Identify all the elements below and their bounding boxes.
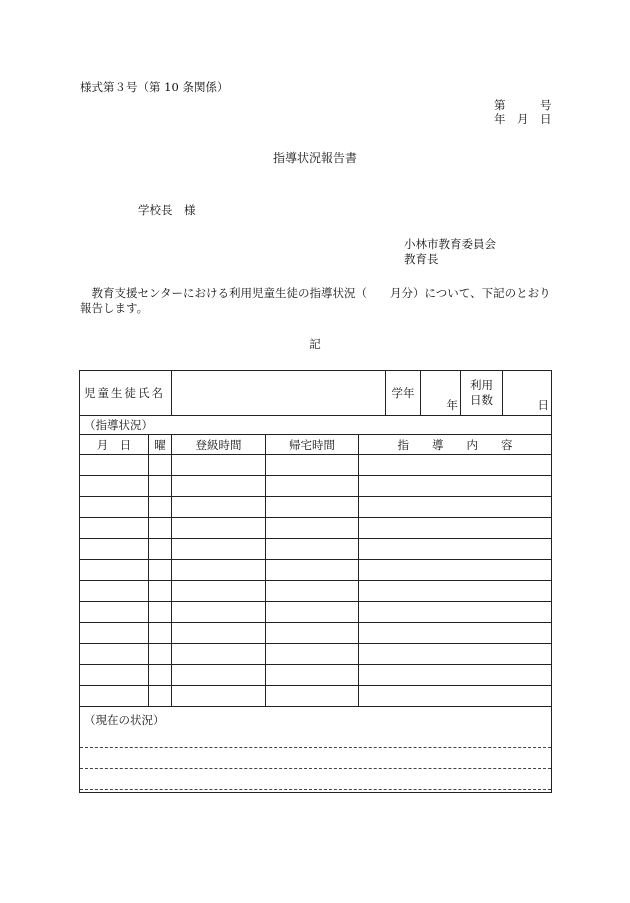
departure-cell[interactable] — [266, 560, 359, 581]
table-row — [80, 518, 552, 539]
arrival-cell[interactable] — [172, 644, 266, 665]
guidance-report-table — [79, 370, 552, 793]
date-cell[interactable] — [80, 560, 149, 581]
date-cell[interactable] — [80, 581, 149, 602]
present-status-box — [80, 707, 552, 793]
content-cell[interactable] — [359, 623, 552, 644]
date-cell[interactable] — [80, 518, 149, 539]
arrival-cell[interactable] — [172, 518, 266, 539]
col-header-weekday: 曜 — [149, 435, 172, 455]
table-row — [80, 581, 552, 602]
content-cell[interactable] — [359, 644, 552, 665]
departure-cell[interactable] — [266, 497, 359, 518]
content-cell[interactable] — [359, 539, 552, 560]
student-name-field[interactable] — [172, 371, 386, 416]
departure-cell[interactable] — [266, 602, 359, 623]
days-label-line2: 日数 — [470, 393, 494, 407]
departure-cell[interactable] — [266, 665, 359, 686]
arrival-cell[interactable] — [172, 686, 266, 707]
days-unit: 日 — [537, 398, 550, 412]
weekday-cell[interactable] — [149, 623, 172, 644]
departure-cell[interactable] — [266, 644, 359, 665]
arrival-cell[interactable] — [172, 497, 266, 518]
document-number: 第 号 — [494, 98, 552, 112]
table-row — [80, 686, 552, 707]
sender-role: 教育長 — [404, 252, 439, 266]
date-cell[interactable] — [80, 539, 149, 560]
arrival-cell[interactable] — [172, 539, 266, 560]
column-header-row — [80, 435, 552, 455]
content-cell[interactable] — [359, 560, 552, 581]
table-row — [80, 644, 552, 665]
grade-label: 学年 — [386, 371, 421, 416]
days-label-line1: 利用 — [470, 378, 494, 392]
departure-cell[interactable] — [266, 623, 359, 644]
date-cell[interactable] — [80, 497, 149, 518]
form-number: 様式第３号（第 10 条関係） — [80, 80, 229, 94]
table-row — [80, 476, 552, 497]
content-cell[interactable] — [359, 518, 552, 539]
date-cell[interactable] — [80, 623, 149, 644]
date-cell[interactable] — [80, 476, 149, 497]
departure-cell[interactable] — [266, 581, 359, 602]
arrival-cell[interactable] — [172, 665, 266, 686]
days-field[interactable] — [503, 371, 552, 416]
weekday-cell[interactable] — [149, 602, 172, 623]
arrival-cell[interactable] — [172, 581, 266, 602]
present-status-label: （現在の状況） — [84, 713, 165, 727]
present-status-line[interactable] — [80, 748, 551, 769]
document-date: 年 月 日 — [494, 112, 552, 126]
table-row — [80, 623, 552, 644]
present-status-row — [80, 707, 552, 793]
date-cell[interactable] — [80, 665, 149, 686]
col-header-date: 月 日 — [80, 435, 149, 455]
content-cell[interactable] — [359, 581, 552, 602]
departure-cell[interactable] — [266, 476, 359, 497]
weekday-cell[interactable] — [149, 539, 172, 560]
date-cell[interactable] — [80, 455, 149, 476]
col-header-guidance-content: 指 導 内 容 — [359, 435, 552, 455]
present-status-line[interactable] — [80, 727, 551, 748]
departure-cell[interactable] — [266, 686, 359, 707]
present-status-line[interactable] — [80, 769, 551, 790]
table-row — [80, 602, 552, 623]
arrival-cell[interactable] — [172, 623, 266, 644]
departure-cell[interactable] — [266, 539, 359, 560]
weekday-cell[interactable] — [149, 560, 172, 581]
grade-field[interactable] — [421, 371, 461, 416]
sender-organization: 小林市教育委員会 — [404, 237, 496, 251]
weekday-cell[interactable] — [149, 497, 172, 518]
content-cell[interactable] — [359, 665, 552, 686]
student-name-label: 児童生徒氏名 — [80, 371, 172, 416]
content-cell[interactable] — [359, 602, 552, 623]
weekday-cell[interactable] — [149, 476, 172, 497]
date-cell[interactable] — [80, 686, 149, 707]
weekday-cell[interactable] — [149, 581, 172, 602]
table-row — [80, 665, 552, 686]
arrival-cell[interactable] — [172, 560, 266, 581]
arrival-cell[interactable] — [172, 476, 266, 497]
content-cell[interactable] — [359, 497, 552, 518]
table-row — [80, 539, 552, 560]
departure-cell[interactable] — [266, 518, 359, 539]
days-label — [461, 371, 503, 416]
content-cell[interactable] — [359, 686, 552, 707]
content-cell[interactable] — [359, 455, 552, 476]
date-cell[interactable] — [80, 602, 149, 623]
content-cell[interactable] — [359, 476, 552, 497]
weekday-cell[interactable] — [149, 644, 172, 665]
grade-unit: 年 — [446, 398, 459, 412]
weekday-cell[interactable] — [149, 686, 172, 707]
departure-cell[interactable] — [266, 455, 359, 476]
ki-heading: 記 — [309, 337, 321, 351]
weekday-cell[interactable] — [149, 455, 172, 476]
student-info-row — [80, 371, 552, 416]
arrival-cell[interactable] — [172, 455, 266, 476]
table-row — [80, 497, 552, 518]
guidance-section-label: （指導状況） — [80, 416, 552, 435]
document-title: 指導状況報告書 — [272, 151, 357, 165]
arrival-cell[interactable] — [172, 602, 266, 623]
guidance-section-row — [80, 416, 552, 435]
date-cell[interactable] — [80, 644, 149, 665]
body-text: 教育支援センターにおける利用児童生徒の指導状況（ 月分）について、下記のとおり報告します。 — [80, 286, 551, 315]
col-header-departure-time: 帰宅時間 — [266, 435, 359, 455]
weekday-cell[interactable] — [149, 665, 172, 686]
table-row — [80, 560, 552, 581]
weekday-cell[interactable] — [149, 518, 172, 539]
col-header-arrival-time: 登級時間 — [172, 435, 266, 455]
table-row — [80, 455, 552, 476]
addressee: 学校長 様 — [138, 203, 196, 217]
